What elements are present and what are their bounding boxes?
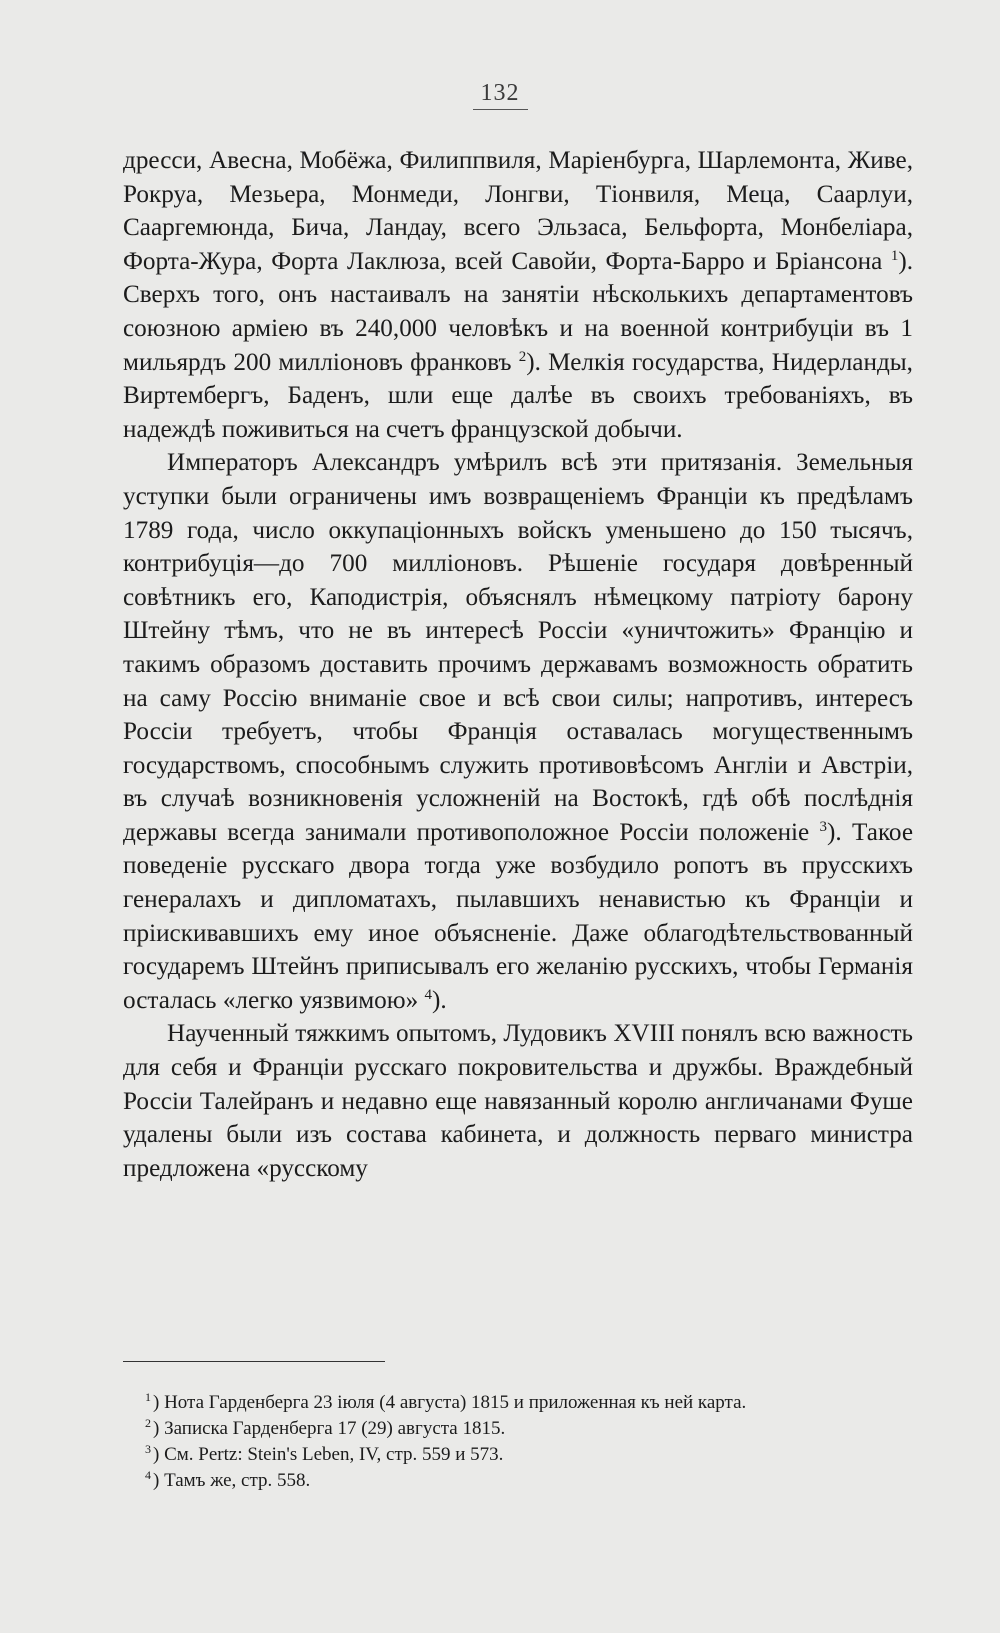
- footnote-item: [123, 1468, 913, 1494]
- paragraph-text: ).: [431, 986, 447, 1014]
- footnotes: [123, 1390, 913, 1494]
- page-number: 132: [473, 80, 528, 110]
- footnote-item: [123, 1442, 913, 1468]
- main-text: [123, 144, 913, 1185]
- paragraph-text: дресси, Авесна, Мобёжа, Филиппвиля, Маріенбурга, Шарлемонта, Живе, Рокруа, Мезьера, Монмеди, Лонгви, Тіонвиля, Меца, Саарлуи, Сааргемюнда, Бича, Ландау, всего Эльзаса, Бельфорта, Монбеліара, Форта-Жура, Форта Лаклюза, всей Савойи, Форта-Барро и Бріансона: [123, 147, 913, 275]
- paragraph-text: Императоръ Александръ умѣрилъ всѣ эти притязанія. Земельныя уступки были ограничены имъ возвращеніемъ Франціи къ предѣламъ 1789 года, число оккупаціонныхъ войскъ уменьшено до 150 тысячъ, контрибуція—до 700 милліоновъ. Рѣшеніе государя довѣренный совѣтникъ его, Каподистрія, объяснялъ нѣмецкому патріоту барону Штейну тѣмъ, что не въ интересѣ Россіи «уничтожить» Францію и такимъ образомъ доставить прочимъ державамъ возможность обратить на саму Россію вниманіе свое и всѣ свои силы; напротивъ, интересъ Россіи требуетъ, чтобы Франція оставалась могущественнымъ государствомъ, способнымъ служить противовѣсомъ Англіи и Австріи, въ случаѣ возникновенія усложненій на Востокѣ, гдѣ обѣ послѣднія державы всегда занимали противоположное Россіи положеніе: [123, 449, 913, 846]
- footnote-divider: [123, 1361, 385, 1362]
- footnote-reference[interactable]: 4: [424, 986, 432, 1003]
- footnote-item: [123, 1390, 913, 1416]
- paragraph-p1: [123, 144, 913, 446]
- paragraph-p2: [123, 446, 913, 1017]
- footnote-mark: 2: [145, 1416, 151, 1430]
- footnote-text: ) См. Pertz: Stein's Leben, IV, стр. 559 и 573.: [153, 1444, 504, 1465]
- footnote-reference[interactable]: 3: [819, 818, 828, 835]
- footnote-reference[interactable]: 2: [518, 348, 527, 365]
- footnote-text: ) Записка Гарденберга 17 (29) августа 1815.: [153, 1418, 506, 1439]
- paragraph-text: ). Сверхъ того, онъ настаивалъ на занятіи нѣсколькихъ департаментовъ союзною арміею въ 240,000 человѣкъ и на военной контрибуціи въ 1 мильярдъ 200 милліоновъ франковъ: [123, 247, 913, 376]
- footnote-text: ) Нота Гарденберга 23 іюля (4 августа) 1815 и приложенная къ ней карта.: [153, 1392, 747, 1413]
- paragraph-text: ). Мелкія государства, Нидерланды, Виртембергъ, Баденъ, шли еще далѣе въ своихъ требованіяхъ, въ надеждѣ поживиться на счетъ французской добычи.: [123, 348, 913, 443]
- footnote-mark: 3: [145, 1442, 151, 1456]
- paragraph-text: Наученный тяжкимъ опытомъ, Лудовикъ XVIII понялъ всю важность для себя и Франціи русскаго покровительства и дружбы. Враждебный Россіи Талейранъ и недавно еще навязанный королю англичанами Фуше удалены были изъ состава кабинета, и должность перваго министра предложена «русскому: [123, 1020, 913, 1182]
- paragraph-text: ). Такое поведеніе русскаго двора тогда уже возбудило ропотъ въ прусскихъ генералахъ и дипломатахъ, пылавшихъ ненавистью къ Франціи и пріискивавшихъ ему иное объясненіе. Даже облагодѣтельствованный государемъ Штейнъ приписывалъ его желанію русскихъ, чтобы Германія осталась «легко уязвимою»: [123, 818, 914, 1014]
- footnote-mark: 4: [145, 1468, 151, 1482]
- footnote-reference[interactable]: 1: [890, 247, 899, 264]
- paragraph-p3: [123, 1017, 913, 1185]
- page-number-container: [0, 80, 1000, 110]
- footnote-item: [123, 1416, 913, 1442]
- footnote-text: ) Тамъ же, стр. 558.: [153, 1470, 311, 1491]
- footnote-mark: 1: [145, 1390, 151, 1404]
